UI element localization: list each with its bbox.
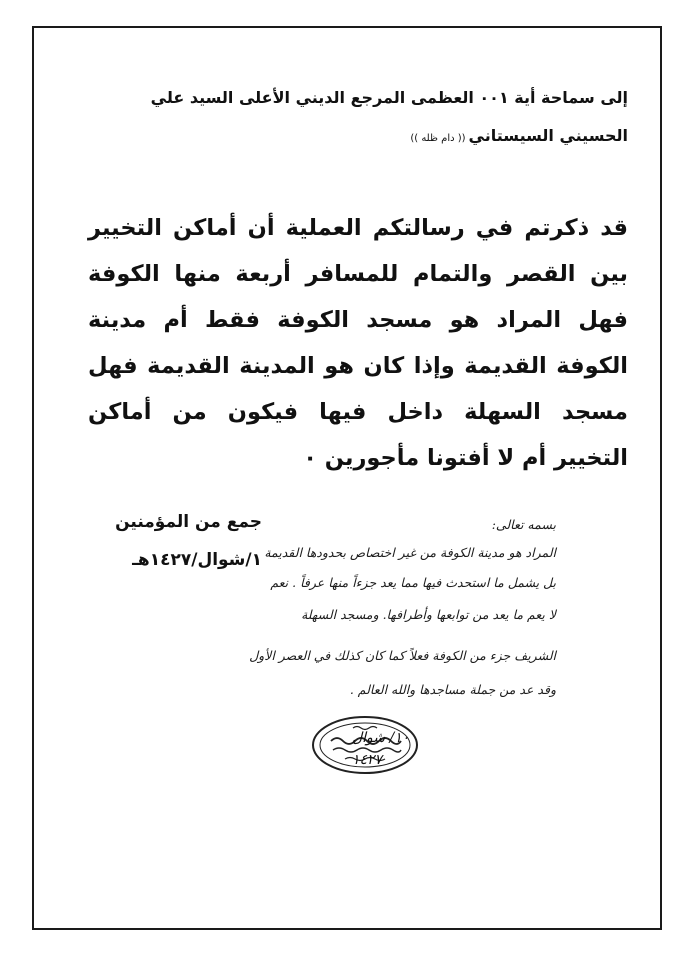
answer-line: الشريف جزء من الكوفة فعلاً كما كان كذلك في العصر الأول: [249, 648, 556, 663]
answer-line: المراد هو مدينة الكوفة من غير اختصاص بحدودها القديمة: [264, 545, 556, 560]
honorific: (( دام ظله )): [410, 133, 466, 144]
signature-year: ١٤٢٧: [352, 752, 383, 768]
answer-line: بل يشمل ما استحدث فيها مما يعد جزءاً منها عرفاً . نعم: [270, 575, 556, 590]
answer-line: لا يعم ما يعد من توابعها وأطرافها. ومسجد السهلة: [301, 607, 556, 622]
addressee-name: الحسيني السيستاني: [468, 126, 628, 145]
address-line-1: إلى سماحة أية ٠٠١ العظمى المرجع الديني الأعلى السيد علي: [150, 88, 628, 107]
sender: جمع من المؤمنين: [115, 512, 262, 532]
answer-line: بسمه تعالى:: [491, 517, 556, 532]
answer-line: وقد عد من جملة مساجدها والله العالم .: [349, 682, 556, 697]
question-text: قد ذكرتم في رسالتكم العملية أن أماكن التخيير بين القصر والتمام للمسافر أربعة منها الكوفة فهل المراد هو مسجد الكوفة فقط أم مدينة الكوفة القديمة وإذا كان هو المدينة القديمة فهل مسجد السهلة داخل فيها فيكون من أماكن التخيير أم لا أفتونا مأجورين ٠: [88, 215, 628, 471]
address-line-2: [410, 126, 628, 145]
question-date: ١/شوال/١٤٢٧هـ: [132, 550, 262, 570]
signature-date: ١٠/ شوال: [352, 730, 410, 746]
